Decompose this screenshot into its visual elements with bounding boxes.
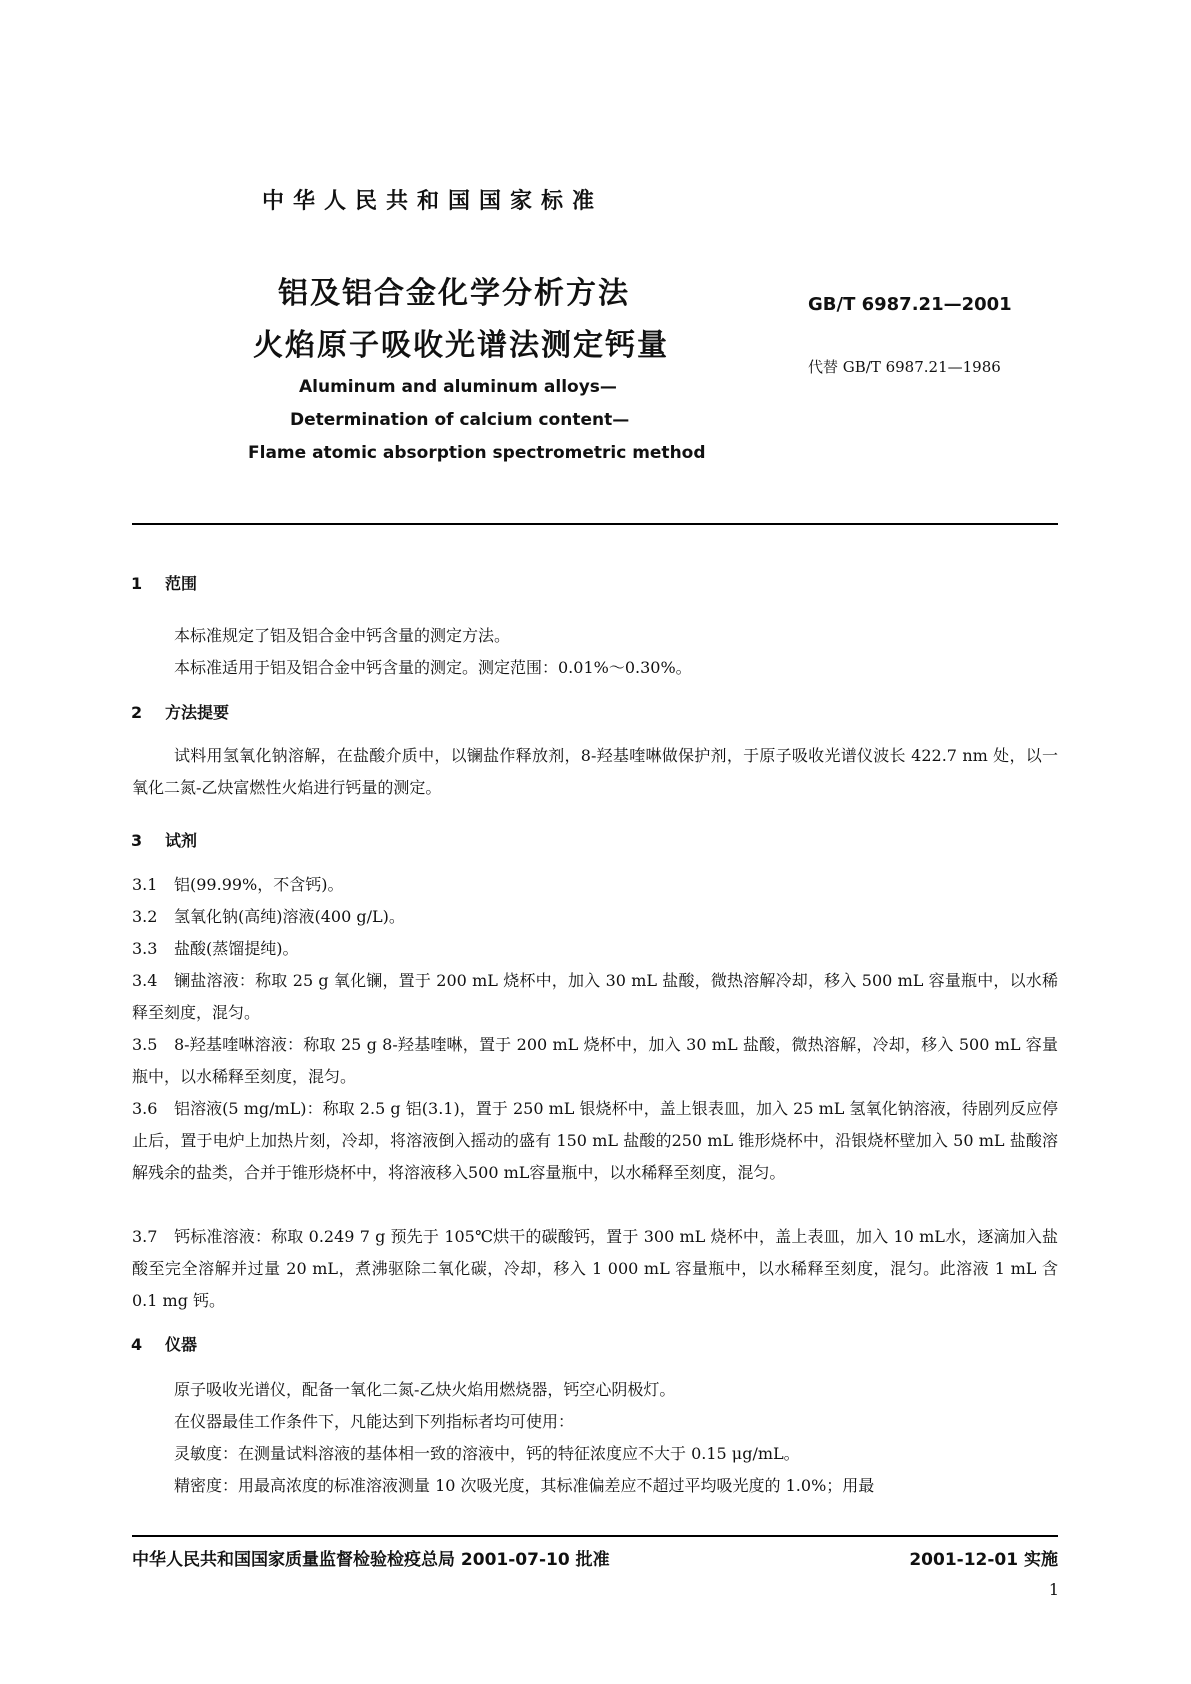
footer-divider [132, 1535, 1058, 1537]
standard-code: GB/T 6987.21—2001 [808, 294, 1012, 315]
section-title: 仪器 [165, 1335, 198, 1354]
section-4-paragraph-3: 灵敏度：在测量试料溶液的基体相一致的溶液中，钙的特征浓度应不大于 0.15 μg/mL。 [174, 1444, 800, 1463]
english-title-line-3: Flame atomic absorption spectrometric method [248, 443, 706, 463]
approval-line: 中华人民共和国国家质量监督检验检疫总局 2001-07-10 批准 [132, 1550, 610, 1570]
reagent-item [132, 965, 1058, 1029]
implementation-date: 2001-12-01 实施 [909, 1550, 1058, 1570]
reagent-item [132, 869, 1058, 901]
national-standard-heading: 中华人民共和国国家标准 [262, 189, 604, 214]
replaces-note: 代替 GB/T 6987.21—1986 [808, 358, 1001, 376]
item-text: 盐酸(蒸馏提纯)。 [174, 939, 299, 958]
section-title: 试剂 [165, 831, 198, 850]
item-text: 镧盐溶液：称取 25 g 氧化镧，置于 200 mL 烧杯中，加入 30 mL 盐酸，微热溶解冷却，移入 500 mL 容量瓶中，以水稀释至刻度，混匀。 [132, 971, 1058, 1022]
english-title-line-2: Determination of calcium content— [290, 410, 630, 430]
item-text: 氢氧化钠(高纯)溶液(400 g/L)。 [174, 907, 405, 926]
section-4-paragraph-1: 原子吸收光谱仪，配备一氧化二氮-乙炔火焰用燃烧器，钙空心阴极灯。 [174, 1380, 676, 1399]
section-2-paragraph-1: 试料用氢氧化钠溶解，在盐酸介质中，以镧盐作释放剂，8-羟基喹啉做保护剂，于原子吸收光谱仪波长 422.7 nm 处，以一氧化二氮-乙炔富燃性火焰进行钙量的测定。 [132, 746, 1058, 797]
item-text: 8-羟基喹啉溶液：称取 25 g 8-羟基喹啉，置于 200 mL 烧杯中，加入 30 mL 盐酸，微热溶解，冷却，移入 500 mL 容量瓶中，以水稀释至刻度，混匀。 [132, 1035, 1058, 1086]
section-4-paragraph-4: 精密度：用最高浓度的标准溶液测量 10 次吸光度，其标准偏差应不超过平均吸光度的 1.0%；用最 [174, 1476, 875, 1495]
section-4-heading [131, 1332, 197, 1355]
item-number: 3.2 [132, 907, 158, 926]
item-text: 铝(99.99%，不含钙)。 [174, 875, 344, 894]
item-number: 3.4 [132, 971, 158, 990]
section-1-heading [131, 571, 197, 594]
section-number: 4 [131, 1335, 143, 1354]
reagent-item [132, 933, 1058, 965]
reagent-item [132, 1221, 1058, 1317]
section-1-paragraph-2: 本标准适用于铝及铝合金中钙含量的测定。测定范围：0.01%～0.30%。 [174, 658, 692, 677]
english-title-line-1: Aluminum and aluminum alloys— [299, 377, 617, 397]
reagent-item [132, 901, 1058, 933]
item-number: 3.7 [132, 1227, 158, 1246]
item-number: 3.6 [132, 1099, 158, 1118]
item-text: 钙标准溶液：称取 0.249 7 g 预先于 105℃烘干的碳酸钙，置于 300 mL 烧杯中，盖上表皿，加入 10 mL水，逐滴加入盐酸至完全溶解并过量 20 mL，煮沸驱除二氧化碳，冷却，移入 1 000 mL 容量瓶中，以水稀释至刻度，混匀。此溶液 1 mL 含 0.1 mg 钙。 [132, 1227, 1058, 1310]
section-2-heading [131, 700, 229, 723]
item-number: 3.5 [132, 1035, 158, 1054]
header-divider [132, 523, 1058, 525]
section-3-heading [131, 828, 197, 851]
page-number: 1 [1048, 1580, 1059, 1599]
reagent-item [132, 1029, 1058, 1093]
item-text: 铝溶液(5 mg/mL)：称取 2.5 g 铝(3.1)，置于 250 mL 银烧杯中，盖上银表皿，加入 25 mL 氢氧化钠溶液，待剧列反应停止后，置于电炉上加热片刻，冷却，将溶液倒入摇动的盛有 150 mL 盐酸的250 mL 锥形烧杯中，沿银烧杯壁加入 50 mL 盐酸溶解残余的盐类，合并于锥形烧杯中，将溶液移入500 mL容量瓶中，以水稀释至刻度，混匀。 [132, 1099, 1058, 1182]
section-4-paragraph-2: 在仪器最佳工作条件下，凡能达到下列指标者均可使用： [174, 1412, 575, 1431]
section-1-paragraph-1: 本标准规定了铝及铝合金中钙含量的测定方法。 [174, 626, 511, 645]
section-number: 1 [131, 574, 143, 593]
section-title: 范围 [165, 574, 198, 593]
section-title: 方法提要 [165, 703, 230, 722]
reagent-item [132, 1093, 1058, 1189]
section-number: 3 [131, 831, 143, 850]
chinese-title-line-1: 铝及铝合金化学分析方法 [278, 276, 630, 311]
chinese-title-line-2: 火焰原子吸收光谱法测定钙量 [253, 328, 669, 363]
item-number: 3.3 [132, 939, 158, 958]
section-number: 2 [131, 703, 143, 722]
item-number: 3.1 [132, 875, 158, 894]
